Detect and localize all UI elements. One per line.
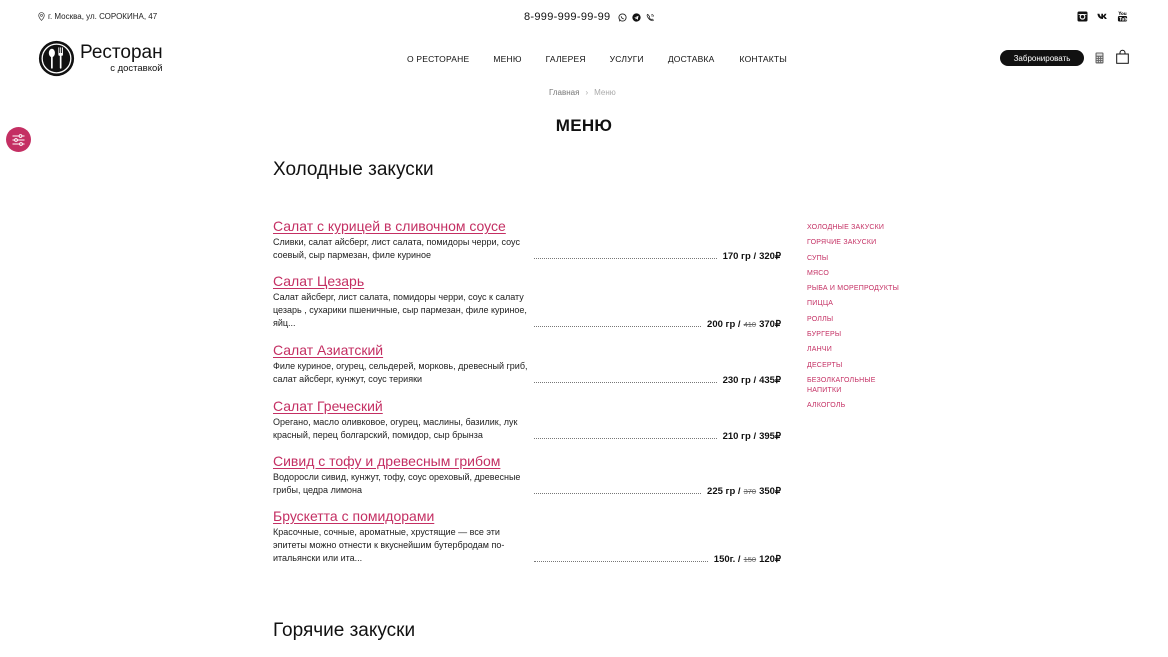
- dish-weight: 210 гр /: [722, 431, 757, 442]
- nav-item-contacts[interactable]: КОНТАКТЫ: [739, 54, 787, 64]
- logo-title: Ресторан: [80, 42, 163, 64]
- dish-price: [723, 251, 781, 262]
- vk-icon[interactable]: [1097, 11, 1108, 22]
- dish-old-price: 370: [743, 487, 757, 496]
- category-link-desserts[interactable]: ДЕСЕРТЫ: [807, 361, 843, 369]
- dotted-leader: [534, 493, 701, 494]
- section-title-cold-appetizers: Холодные закуски: [273, 159, 434, 180]
- dish-weight: 200 гр /: [707, 319, 741, 330]
- dish-old-price: 150: [743, 555, 757, 564]
- category-link-soups[interactable]: СУПЫ: [807, 254, 829, 262]
- breadcrumb-current: Меню: [594, 88, 616, 97]
- svg-text:You: You: [1118, 11, 1127, 17]
- dish-current-price: 435₽: [759, 375, 781, 386]
- category-link-pizza[interactable]: ПИЦЦА: [807, 300, 834, 308]
- dish-description: Салат айсберг, лист салата, помидоры черри, соус к салату цезарь , сухарики пшеничные, сыр пармезан, филе куриное, яйц...: [273, 292, 527, 328]
- section-title-hot-appetizers: Горячие закуски: [273, 620, 416, 641]
- breadcrumb-home[interactable]: Главная: [549, 88, 580, 97]
- nav-item-about[interactable]: О РЕСТОРАНЕ: [407, 54, 470, 64]
- book-table-button[interactable]: Забронировать: [1000, 50, 1084, 66]
- nav-item-services[interactable]: УСЛУГИ: [609, 54, 644, 64]
- category-link-alcohol[interactable]: АЛКОГОЛЬ: [807, 402, 846, 410]
- category-nav: [807, 223, 907, 417]
- dotted-leader: [534, 561, 708, 562]
- dish-name-link[interactable]: Брускетта с помидорами: [273, 508, 435, 524]
- calculator-icon[interactable]: [1095, 52, 1104, 64]
- category-link-cold-appetizers[interactable]: ХОЛОДНЫЕ ЗАКУСКИ: [807, 224, 885, 231]
- dish-item: [273, 508, 781, 565]
- svg-text:Tube: Tube: [1119, 16, 1130, 22]
- dish-name-link[interactable]: Салат с курицей в сливочном соусе: [273, 218, 506, 234]
- dish-weight: 225 гр /: [707, 486, 741, 497]
- dish-current-price: 120₽: [759, 554, 781, 565]
- dish-current-price: 370₽: [759, 319, 781, 330]
- dish-price: [723, 431, 781, 442]
- dish-weight: 150г. /: [713, 554, 741, 565]
- breadcrumb: [549, 88, 616, 97]
- dotted-leader: [534, 382, 717, 383]
- dish-name-link[interactable]: Сивид с тофу и древесным грибом: [273, 453, 501, 469]
- dish-price: [707, 486, 781, 497]
- dish-description: Водоросли сивид, кунжут, тофу, соус ореховый, древесные грибы, цедра лимона: [273, 472, 521, 495]
- telegram-icon[interactable]: [632, 13, 641, 22]
- page-title: МЕНЮ: [555, 116, 613, 135]
- logo-plate-icon: [38, 40, 75, 77]
- dish-description: Сливки, салат айсберг, лист салата, помидоры черри, соус соевый, сыр пармезан, филе куриное: [273, 237, 520, 260]
- category-link-soft-drinks[interactable]: БЕЗОЛКАГОЛЬНЫЕ НАПИТКИ: [807, 376, 876, 394]
- breadcrumb-separator-icon: ›: [585, 88, 589, 97]
- phone-link[interactable]: 8-999-999-99-99: [524, 11, 611, 23]
- nav-item-menu[interactable]: МЕНЮ: [493, 54, 522, 64]
- address: [38, 12, 157, 21]
- dish-name-link[interactable]: Салат Греческий: [273, 398, 383, 414]
- category-link-fish-seafood[interactable]: РЫБА И МОРЕПРОДУКТЫ: [807, 285, 899, 293]
- top-bar: [0, 0, 1168, 36]
- category-link-lunches[interactable]: ЛАНЧИ: [807, 346, 833, 354]
- address-text: г. Москва, ул. СОРОКИНА, 47: [48, 12, 158, 21]
- dish-price: [723, 375, 781, 386]
- category-link-hot-appetizers[interactable]: ГОРЯЧИЕ ЗАКУСКИ: [807, 239, 877, 247]
- category-link-burgers[interactable]: БУРГЕРЫ: [807, 331, 842, 339]
- shopping-bag-icon[interactable]: [1116, 50, 1129, 64]
- instagram-icon[interactable]: [1077, 11, 1088, 22]
- dish-current-price: 350₽: [759, 486, 781, 497]
- logo-text: [80, 43, 163, 74]
- dish-description: Филе куриное, огурец, сельдерей, морковь, древесный гриб, салат айсберг, кунжут, соус терияки: [273, 361, 528, 384]
- phone-block: [524, 11, 655, 23]
- dish-current-price: 395₽: [759, 431, 781, 442]
- category-link-meat[interactable]: МЯСО: [807, 269, 830, 277]
- main-nav: [407, 54, 787, 64]
- dotted-leader: [534, 438, 717, 439]
- youtube-icon[interactable]: [1117, 11, 1128, 22]
- dish-name-link[interactable]: Салат Азиатский: [273, 342, 384, 358]
- dish-item: [273, 342, 781, 386]
- dish-name-link[interactable]: Салат Цезарь: [273, 273, 365, 289]
- social-links: [1077, 11, 1128, 22]
- dish-old-price: 410: [743, 320, 757, 329]
- dish-weight: 170 гр /: [722, 251, 757, 262]
- nav-item-delivery[interactable]: ДОСТАВКА: [667, 54, 715, 64]
- dish-description: Красочные, сочные, ароматные, хрустящие — все эти эпитеты можно отнести к вкуснейшим бутербродам по-итальянски или ита...: [273, 527, 505, 563]
- viber-icon[interactable]: [646, 13, 655, 22]
- dish-description: Орегано, масло оливковое, огурец, маслины, базилик, лук красный, перец болгарский, помидор, сыр брынза: [273, 417, 518, 440]
- dish-item: [273, 398, 781, 442]
- dish-item: [273, 218, 781, 262]
- location-pin-icon: [38, 12, 45, 21]
- logo[interactable]: [38, 40, 163, 77]
- dotted-leader: [534, 258, 717, 259]
- dish-weight: 230 гр /: [722, 375, 757, 386]
- dish-price: [707, 319, 781, 330]
- dish-current-price: 320₽: [759, 251, 781, 262]
- whatsapp-icon[interactable]: [618, 13, 627, 22]
- dotted-leader: [534, 326, 701, 327]
- nav-item-gallery[interactable]: ГАЛЕРЕЯ: [545, 54, 586, 64]
- category-link-rolls[interactable]: РОЛЛЫ: [807, 315, 834, 323]
- dish-price: [714, 554, 781, 565]
- dish-item: [273, 273, 781, 330]
- dish-item: [273, 453, 781, 497]
- logo-subtitle: с доставкой: [110, 63, 163, 75]
